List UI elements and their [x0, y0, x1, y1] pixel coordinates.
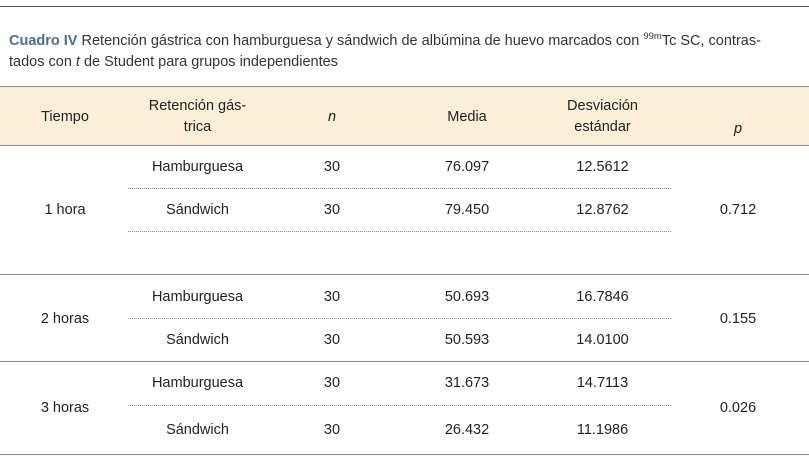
header-media: Media: [447, 109, 487, 125]
header-retencion-line1: Retención gás-: [148, 98, 247, 114]
group-p-value: 0.026: [719, 400, 757, 416]
caption-text-3: tados con: [9, 53, 76, 70]
row-retencion: Hamburguesa: [151, 159, 244, 175]
row-retencion: Sándwich: [166, 202, 229, 218]
row-media: 26.432: [444, 422, 490, 438]
group-tiempo: 1 hora: [44, 202, 86, 218]
row-n: 30: [323, 159, 341, 175]
table-bottom-rule: [0, 454, 809, 455]
group-divider: [0, 361, 809, 362]
row-n: 30: [323, 422, 341, 438]
row-retencion: Hamburguesa: [151, 375, 244, 391]
top-rule: [0, 6, 809, 7]
row-n: 30: [323, 289, 341, 305]
caption-label: Cuadro IV: [9, 32, 78, 49]
header-retencion-line2: trica: [183, 119, 212, 135]
row-media: 31.673: [444, 375, 490, 391]
row-n: 30: [323, 332, 341, 348]
row-desviacion: 16.7846: [576, 289, 629, 305]
table-header: [0, 86, 809, 146]
row-desviacion: 14.0100: [576, 332, 629, 348]
group-tiempo: 3 horas: [40, 400, 90, 416]
caption-superscript: 99m: [643, 31, 662, 42]
row-desviacion: 12.5612: [576, 159, 629, 175]
row-media: 76.097: [444, 159, 490, 175]
row-n: 30: [323, 375, 341, 391]
row-n: 30: [323, 202, 341, 218]
row-separator: [128, 188, 671, 189]
row-desviacion: 14.7113: [576, 375, 629, 391]
header-tiempo: Tiempo: [41, 109, 89, 125]
table-caption: [9, 26, 804, 73]
group-p-value: 0.712: [719, 202, 757, 218]
row-separator: [128, 405, 671, 406]
row-media: 79.450: [444, 202, 490, 218]
caption-text-4: de Student para grupos independientes: [79, 53, 338, 70]
header-n: n: [327, 109, 337, 125]
row-separator: [128, 231, 671, 232]
row-desviacion: 11.1986: [576, 422, 629, 438]
row-media: 50.693: [444, 289, 490, 305]
caption-italic: t: [75, 53, 80, 70]
group-divider: [0, 274, 809, 275]
caption-text-2: Tc SC, contras-: [661, 32, 761, 49]
row-retencion: Sándwich: [166, 332, 229, 348]
header-desviacion-line2: estándar: [574, 119, 631, 135]
header-p: p: [733, 121, 743, 137]
row-desviacion: 12.8762: [576, 202, 629, 218]
row-separator: [128, 318, 671, 319]
row-media: 50.593: [444, 332, 490, 348]
row-retencion: Sándwich: [166, 422, 229, 438]
row-retencion: Hamburguesa: [151, 289, 244, 305]
header-desviacion-line1: Desviación: [567, 98, 638, 114]
caption-text-1: Retención gástrica con hamburguesa y sándwich de albúmina de huevo marcados con: [77, 32, 644, 49]
group-tiempo: 2 horas: [40, 311, 90, 327]
group-p-value: 0.155: [719, 311, 757, 327]
